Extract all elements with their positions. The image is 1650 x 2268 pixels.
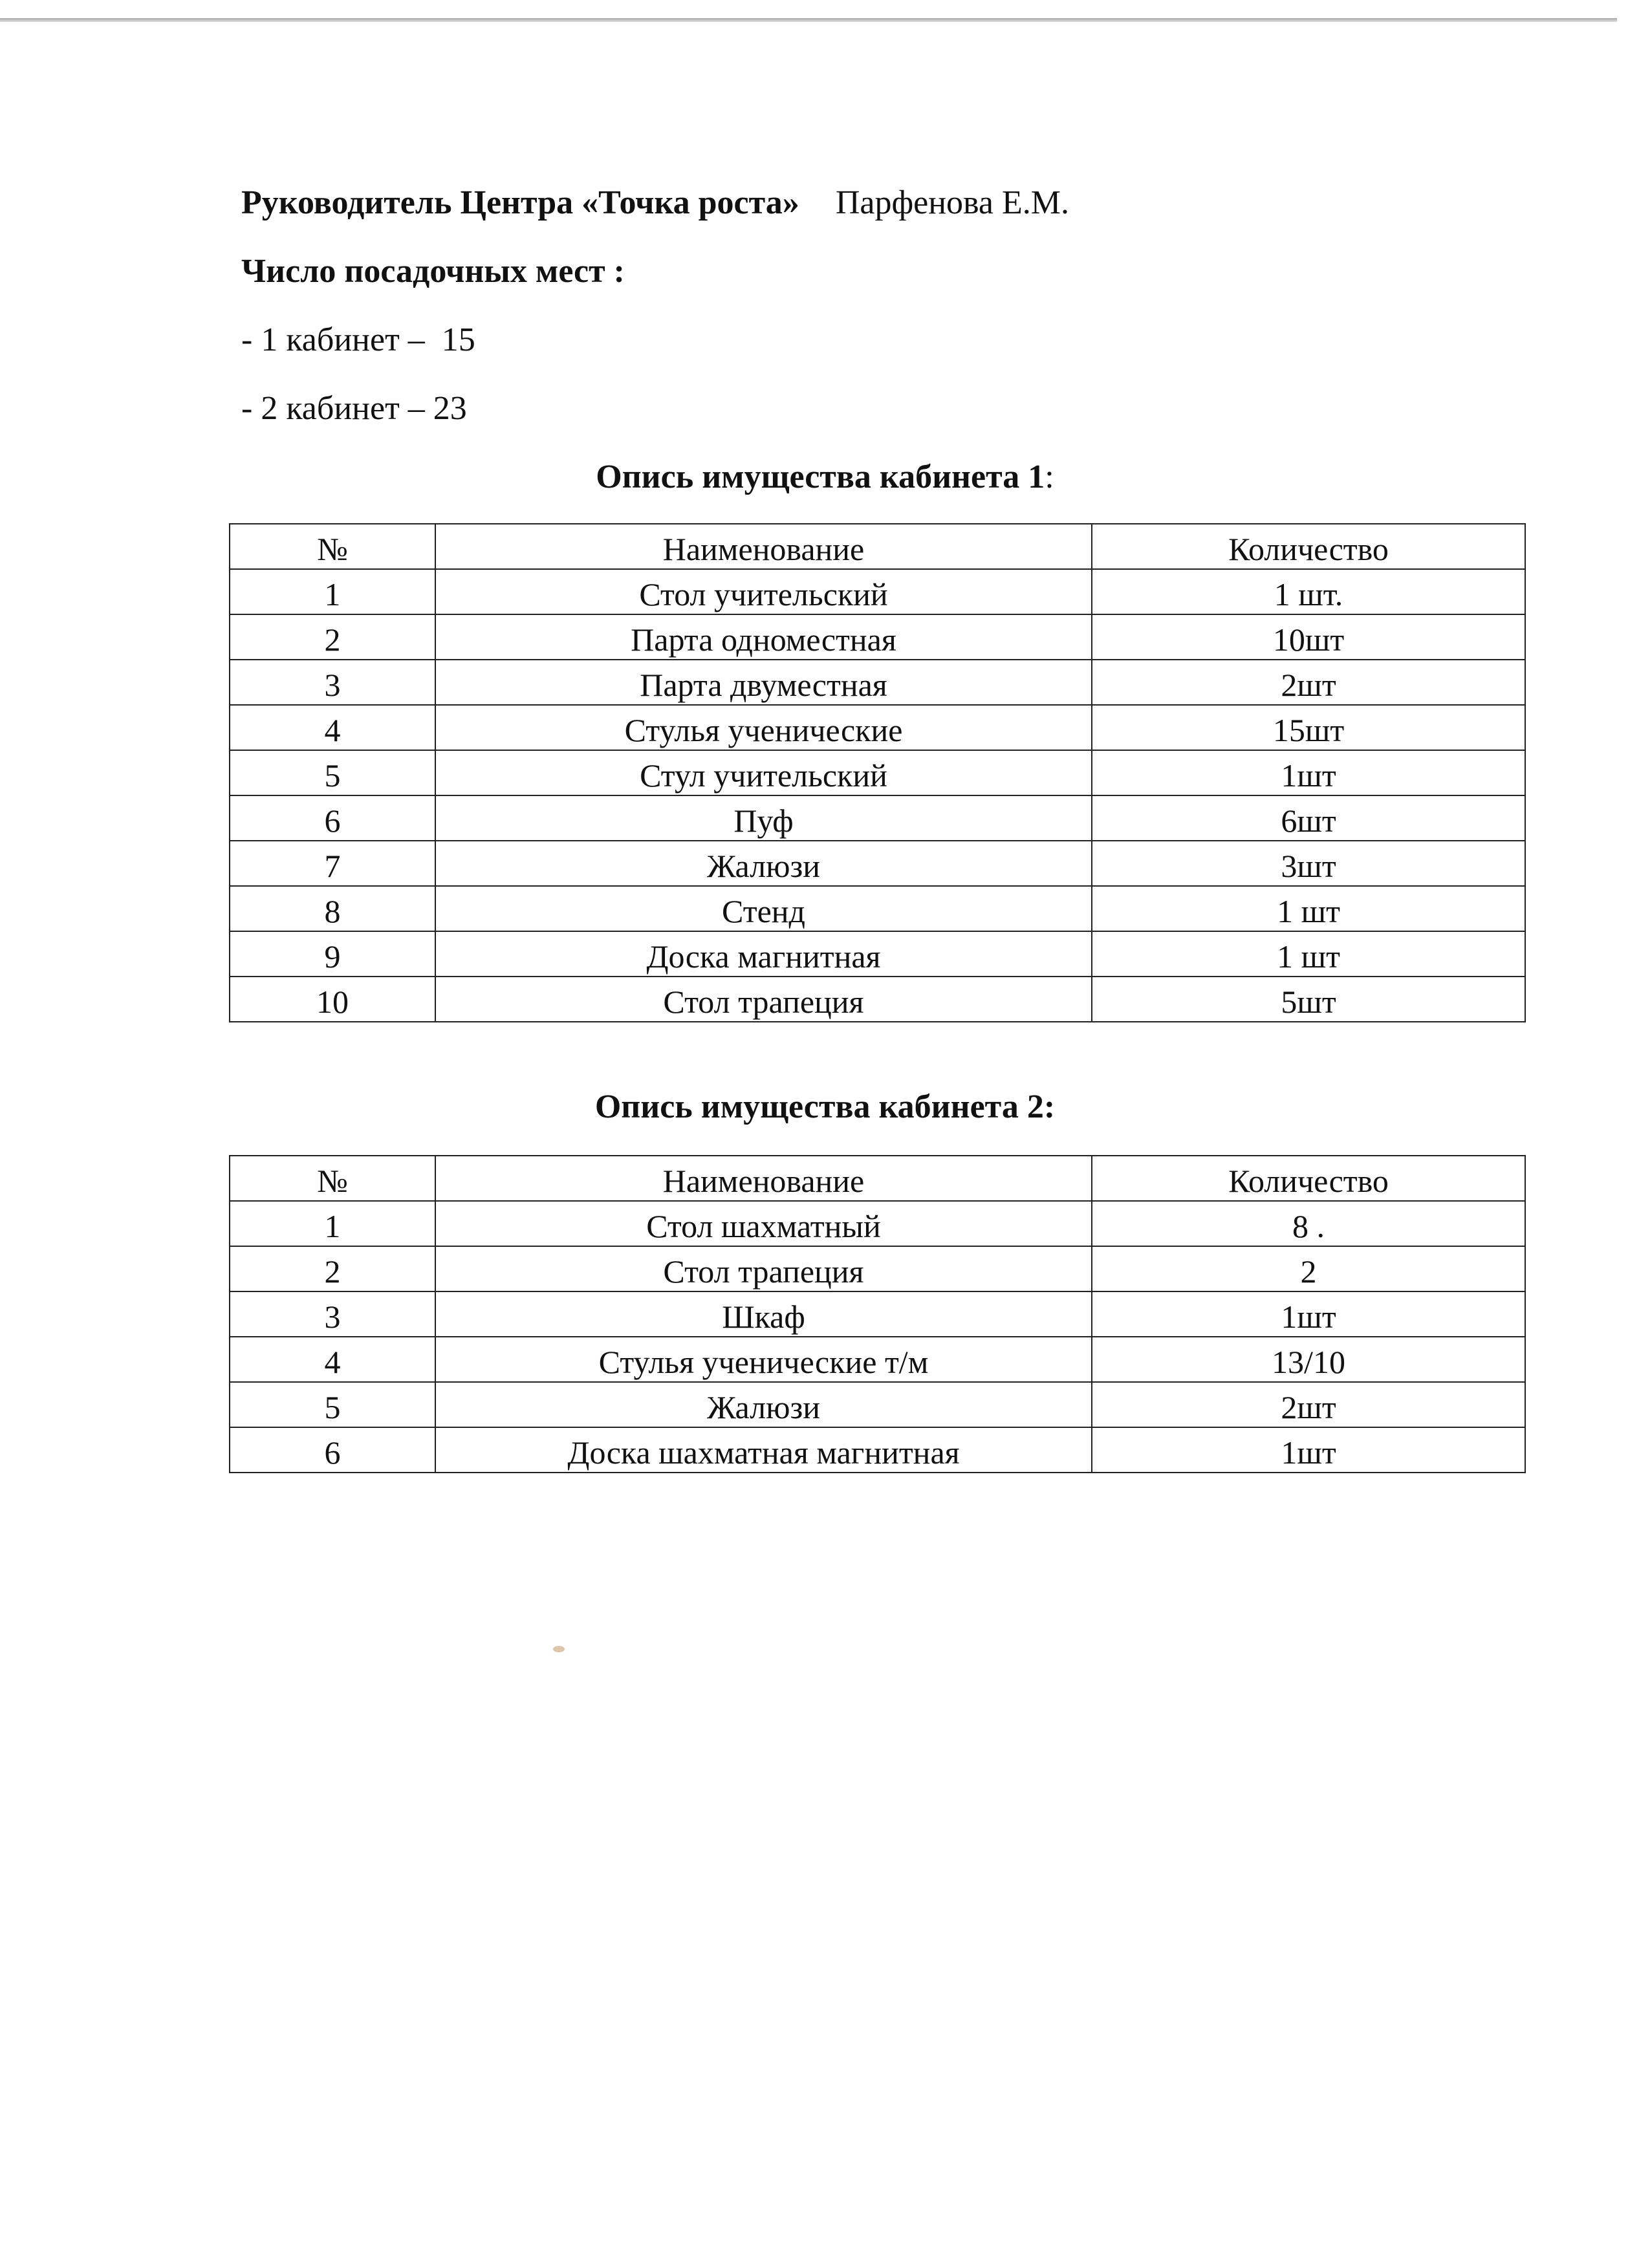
row-name: Стулья ученические т/м	[435, 1337, 1092, 1382]
row-quantity: 3шт	[1092, 841, 1525, 886]
column-header-number: №	[230, 524, 435, 569]
row-number: 6	[230, 1427, 435, 1473]
row-name: Пуф	[435, 795, 1092, 841]
table-row	[230, 1246, 1525, 1291]
inventory2-title: Опись имущества кабинета 2:	[594, 1088, 1056, 1125]
row-name: Жалюзи	[435, 1382, 1092, 1427]
table-header-row	[230, 1156, 1525, 1201]
inventory1-title	[0, 458, 1650, 497]
row-name: Парта одноместная	[435, 614, 1092, 660]
row-quantity: 13/10	[1092, 1337, 1525, 1382]
row-number: 9	[230, 931, 435, 977]
table-row	[230, 795, 1525, 841]
row-name: Стол учительский	[435, 569, 1092, 614]
row-name: Доска шахматная магнитная	[435, 1427, 1092, 1473]
table-row	[230, 750, 1525, 795]
row-name: Шкаф	[435, 1291, 1092, 1337]
inventory1-title-text: Опись имущества кабинета 1	[596, 459, 1045, 495]
row-name: Стол трапеция	[435, 977, 1092, 1022]
table-row	[230, 1291, 1525, 1337]
table-row	[230, 1382, 1525, 1427]
column-header-number: №	[230, 1156, 435, 1201]
row-quantity: 1шт	[1092, 1427, 1525, 1473]
table-row	[230, 841, 1525, 886]
row-number: 8	[230, 886, 435, 931]
table-row	[230, 614, 1525, 660]
table-row	[230, 931, 1525, 977]
row-quantity: 2шт	[1092, 1382, 1525, 1427]
row-name: Доска магнитная	[435, 931, 1092, 977]
row-quantity: 8 .	[1092, 1201, 1525, 1246]
row-quantity: 1 шт.	[1092, 569, 1525, 614]
inventory2-table	[229, 1155, 1526, 1473]
row-quantity: 1 шт	[1092, 931, 1525, 977]
column-header-quantity: Количество	[1092, 524, 1525, 569]
table-row	[230, 705, 1525, 750]
row-number: 10	[230, 977, 435, 1022]
head-name: Парфенова Е.М.	[835, 184, 1069, 221]
table-row	[230, 886, 1525, 931]
row-number: 5	[230, 1382, 435, 1427]
seats-label: Число посадочных мест :	[241, 253, 625, 290]
row-quantity: 2шт	[1092, 660, 1525, 705]
table-row	[230, 1201, 1525, 1246]
column-header-quantity: Количество	[1092, 1156, 1525, 1201]
inventory1-table	[229, 523, 1526, 1022]
row-number: 5	[230, 750, 435, 795]
row-quantity: 2	[1092, 1246, 1525, 1291]
row-number: 7	[230, 841, 435, 886]
row-quantity: 1шт	[1092, 750, 1525, 795]
row-number: 1	[230, 569, 435, 614]
row-number: 6	[230, 795, 435, 841]
table-header-row	[230, 524, 1525, 569]
row-quantity: 6шт	[1092, 795, 1525, 841]
row-name: Стулья ученические	[435, 705, 1092, 750]
row-number: 3	[230, 1291, 435, 1337]
row-name: Стол шахматный	[435, 1201, 1092, 1246]
head-label: Руководитель Центра «Точка роста»	[241, 184, 799, 221]
scan-speck	[553, 1646, 565, 1652]
seats-room2: - 2 кабинет – 23	[241, 390, 467, 427]
head-line	[241, 184, 1069, 222]
row-number: 2	[230, 1246, 435, 1291]
table-row	[230, 1427, 1525, 1473]
row-name: Стенд	[435, 886, 1092, 931]
row-quantity: 10шт	[1092, 614, 1525, 660]
table-row	[230, 977, 1525, 1022]
table-row	[230, 660, 1525, 705]
row-number: 1	[230, 1201, 435, 1246]
row-name: Жалюзи	[435, 841, 1092, 886]
row-number: 4	[230, 705, 435, 750]
scan-top-edge	[0, 18, 1617, 22]
row-quantity: 5шт	[1092, 977, 1525, 1022]
column-header-name: Наименование	[435, 1156, 1092, 1201]
inventory1-title-colon: :	[1045, 459, 1054, 495]
row-number: 4	[230, 1337, 435, 1382]
row-quantity: 1 шт	[1092, 886, 1525, 931]
row-number: 3	[230, 660, 435, 705]
row-name: Парта двуместная	[435, 660, 1092, 705]
seats-room1: - 1 кабинет – 15	[241, 321, 475, 358]
row-quantity: 1шт	[1092, 1291, 1525, 1337]
table-row	[230, 569, 1525, 614]
row-name: Стол трапеция	[435, 1246, 1092, 1291]
row-quantity: 15шт	[1092, 705, 1525, 750]
table-row	[230, 1337, 1525, 1382]
column-header-name: Наименование	[435, 524, 1092, 569]
row-name: Стул учительский	[435, 750, 1092, 795]
row-number: 2	[230, 614, 435, 660]
